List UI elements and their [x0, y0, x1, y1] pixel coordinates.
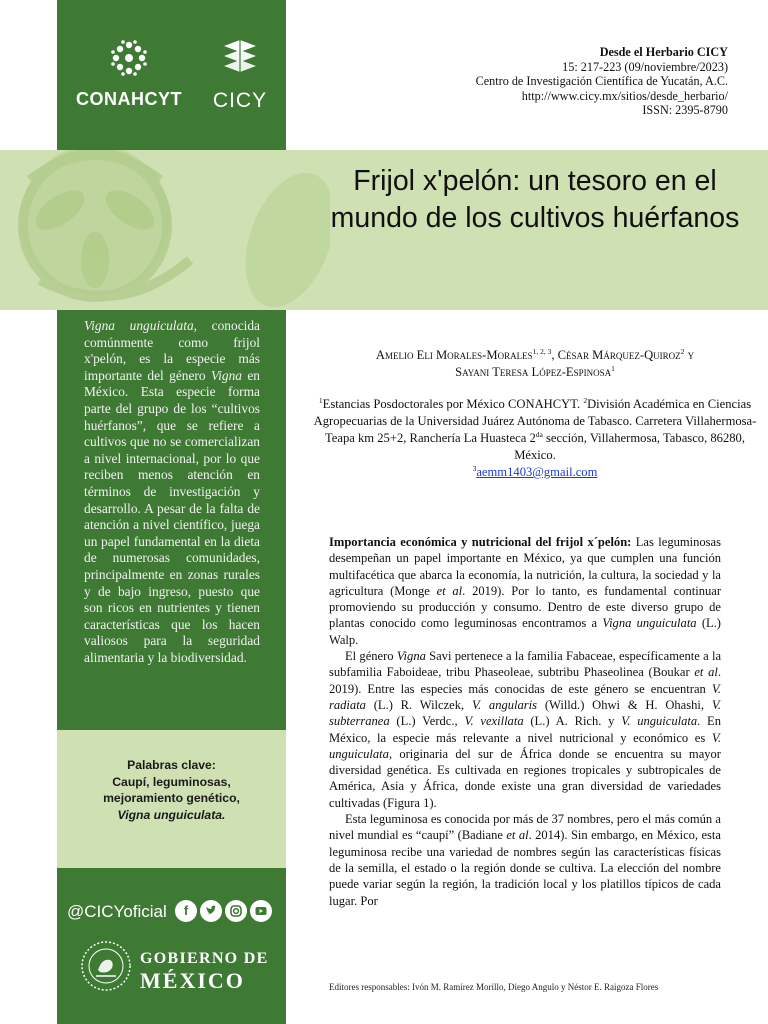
journal-name: Desde el Herbario CICY — [599, 45, 728, 59]
gobierno-mexico-logo — [80, 940, 280, 1000]
body-paragraph — [329, 534, 721, 648]
ordinal-superscript: da — [535, 429, 543, 439]
body-text: . 2019). Entre las especies más conocidas de este género se encuentran — [329, 665, 722, 696]
species-name: V. angularis — [471, 697, 538, 712]
genus-name: Vigna — [396, 649, 426, 664]
author-affiliation-mark: 1 — [611, 363, 615, 373]
abstract-text: , conocida comúnmente como frijol x'pelón, es la especie más importante del género — [84, 318, 260, 383]
body-text: , originaria del sur de África donde se encuentra su mayor diversidad genética. Es cultivada en regiones tropicales y subtropicales de América, Asia y África, donde existe una gran diversidad de variedades cultivadas (Figura 1). — [329, 746, 721, 810]
twitter-icon[interactable] — [200, 900, 222, 922]
social-bar — [67, 900, 279, 928]
body-text: Esta leguminosa es conocida por más de 37 nombres, pero el más común a nivel mundial es “caupí” (Badiane — [329, 812, 721, 843]
et-al: et al — [694, 665, 718, 680]
affiliation-text: Estancias Posdoctorales por México CONAHCYT. — [322, 397, 581, 411]
body-text: . En México, la especie más relevante a nivel nutricional y económico es — [329, 714, 721, 745]
keywords — [57, 757, 286, 823]
cicy-logo — [205, 38, 275, 113]
cicy-wordmark: CICY — [212, 89, 268, 112]
affiliation-mark: 3 — [472, 463, 477, 473]
author-affiliation-mark: 1, 2, 3 — [532, 346, 552, 356]
email-link[interactable]: aemm1403@gmail.com — [476, 465, 598, 479]
gobierno-line1: GOBIERNO DE — [140, 950, 269, 967]
cicy-leaves-icon — [220, 38, 260, 78]
journal-url[interactable]: http://www.cicy.mx/sitios/desde_herbario/ — [521, 88, 728, 103]
keywords-line: mejoramiento genético, — [103, 791, 240, 805]
conahcyt-wordmark: CONAHCYT — [76, 89, 182, 109]
journal-institution: Centro de Investigación Científica de Yucatán, A.C. — [475, 74, 728, 88]
affiliation-mark: 1 — [318, 395, 323, 405]
social-handle[interactable]: @CICYoficial — [67, 902, 167, 921]
section-heading: Importancia económica y nutricional del frijol x´pelón: — [329, 535, 632, 549]
editors-footer: Editores responsables: Ivón M. Ramírez Morillo, Diego Angulo y Néstor E. Raigoza Flores — [329, 982, 659, 992]
abstract — [84, 318, 260, 666]
body-text: (L.) Verdc., — [389, 714, 465, 729]
gobierno-line2: MÉXICO — [140, 968, 245, 993]
article-body — [329, 534, 721, 909]
body-text: (L.) A. Rich. y — [523, 714, 622, 729]
journal-info — [476, 45, 728, 118]
body-text: Las leguminosas desempeñan un papel importante en México, ya que cumplen una función multifacética que abarca la economía, la nutrición, la cultura, la sociedad y la agricultura (Monge — [329, 535, 721, 598]
body-paragraph — [329, 648, 721, 811]
affiliations — [310, 396, 760, 481]
facebook-icon[interactable]: f — [175, 900, 197, 922]
body-text: (Willd.) Ohwi & H. Ohashi, — [537, 697, 712, 712]
species-name: V. subterranea — [329, 697, 721, 729]
body-text: . 2014). Sin embargo, en México, esta leguminosa recibe una variedad de nombres según las características físicas de la semilla, el estado o la región donde se cultiva. La elección del nombre puede variar según la región, la tradición local y los platillos típicos de cada lugar. Por — [329, 828, 721, 908]
species-name: V. unguiculata — [329, 730, 721, 761]
species-name: V. radiata — [329, 681, 721, 712]
instagram-icon[interactable] — [225, 900, 247, 922]
body-text: . 2019). Por lo tanto, es fundamental continuar promoviendo su producción y consumo. Dentro de este diverso grupo de plantas conocido como leguminosas encontramos a — [329, 583, 721, 631]
leaf-decoration-icon — [0, 150, 330, 310]
species-name: V. vexillata — [464, 714, 524, 729]
article-title: Frijol x'pelón: un tesoro en el mundo de los cultivos huérfanos — [330, 165, 740, 234]
author-name: César Márquez-Quiroz — [557, 348, 681, 362]
body-text: Savi pertenece a la familia Fabaceae, específicamente a la subfamilia Faboideae, tribu Phaseoleae, subtribu Phaseolinea (Boukar — [329, 649, 722, 680]
species-name: Vigna unguiculata — [602, 616, 697, 631]
et-al: et al — [506, 828, 529, 843]
author-list: Amelio Eli Morales-Morales$^{1, 2, 3}$, César Márquez-Quiroz$^2$ y Sayani Teresa López-Espinosa$^1$ — [375, 346, 695, 379]
author-name: Amelio Eli Morales-Morales — [375, 348, 533, 362]
keywords-label: Palabras clave: — [127, 758, 216, 772]
conahcyt-emblem-icon — [109, 38, 149, 78]
national-seal-icon — [80, 940, 132, 992]
body-text: El género — [345, 649, 397, 664]
youtube-icon[interactable] — [250, 900, 272, 922]
species-name: Vigna unguiculata — [84, 318, 194, 333]
keywords-line: Vigna unguiculata. — [117, 807, 226, 822]
body-text: (L.) Walp. — [329, 616, 721, 647]
genus-name: Vigna — [210, 367, 242, 383]
journal-issn: ISSN: 2395-8790 — [642, 103, 728, 117]
logo-area — [57, 0, 286, 150]
body-paragraph — [329, 811, 721, 909]
et-al: et al — [436, 583, 463, 598]
author-name: Sayani Teresa López-Espinosa — [455, 365, 612, 379]
species-name: V. unguiculata — [621, 714, 698, 729]
keywords-line: Caupí, leguminosas, — [112, 774, 231, 789]
author-conjunction: y — [687, 348, 695, 362]
affiliation-text: División Académica en Ciencias Agropecuarias de la Universidad Juárez Autónoma de Tabasco. Carretera Villahermosa-Teapa km 25+2, Ranchería La Huasteca 2 — [313, 397, 757, 445]
affiliation-mark: 2 — [583, 395, 588, 405]
author-affiliation-mark: 2 — [680, 346, 685, 356]
abstract-text: en México. Esta especie forma parte del grupo de los “cultivos huérfanos”, que se refiere a cultivos que no se comercializan a nivel internacional, por lo que reciben menos atención en términos de investigación y desarrollo. A pesar de la falta de atención a nivel científico, juega un papel fundamental en la dieta de numerosas comunidades, principalmente en zonas rurales y de bajo ingreso, puesto que son ricos en nutrientes y tienen características que los hacen valiosos para la seguridad alimentaria y la biodiversidad. — [84, 367, 260, 665]
affiliation-text: sección, Villahermosa, Tabasco, 86280, México. — [514, 431, 746, 462]
conahcyt-logo — [69, 38, 189, 110]
body-text: (L.) R. Wilczek, — [365, 697, 472, 712]
journal-issue: 15: 217-223 (09/noviembre/2023) — [562, 59, 728, 74]
